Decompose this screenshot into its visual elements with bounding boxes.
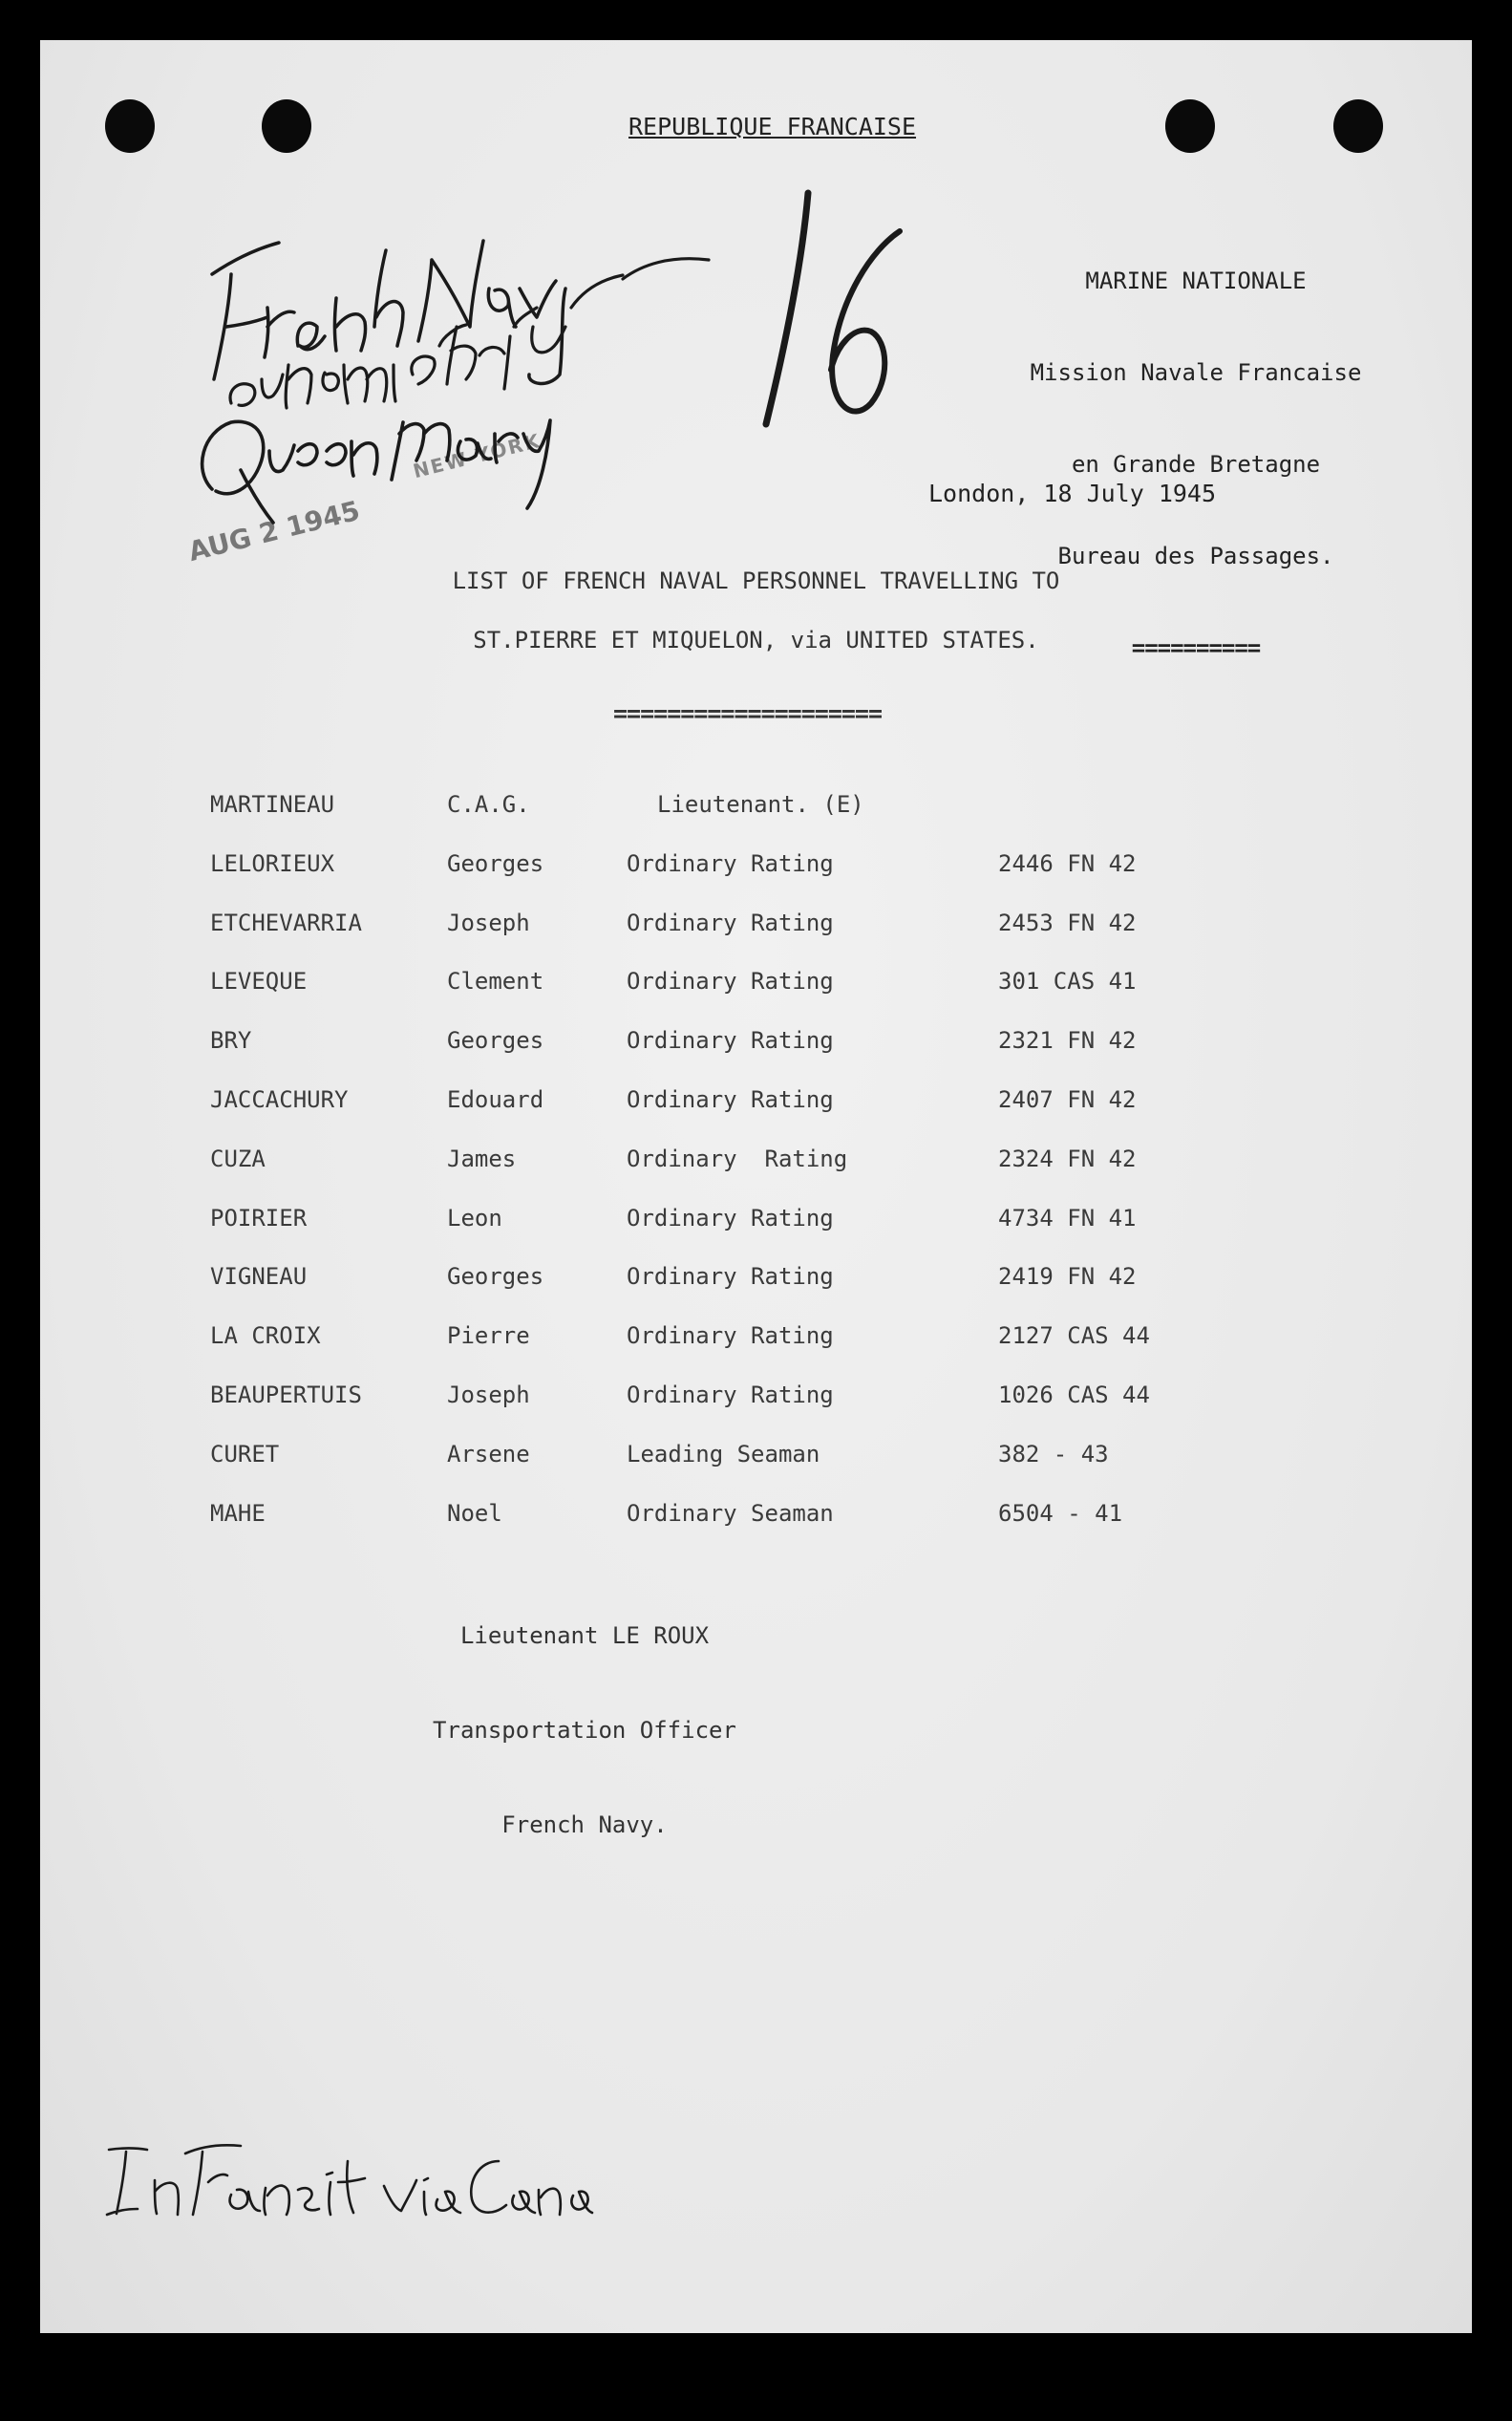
personnel-given-name: Arsene (447, 1440, 530, 1468)
personnel-service-number: 2407 FN 42 (998, 1086, 1137, 1113)
personnel-surname: LA CROIX (210, 1322, 321, 1350)
personnel-surname: ETCHEVARRIA (210, 909, 362, 936)
personnel-service-number: 382 - 43 (998, 1440, 1109, 1468)
document-page (40, 40, 1472, 2333)
list-title-line-2: ST.PIERRE ET MIQUELON, via UNITED STATES. (473, 627, 1039, 653)
personnel-surname: LEVEQUE (210, 968, 308, 996)
list-title-line-1: LIST OF FRENCH NAVAL PERSONNEL TRAVELLING TO (452, 568, 1060, 594)
personnel-row (40, 1441, 1472, 1479)
personnel-surname: MARTINEAU (210, 791, 335, 818)
personnel-given-name: Clement (447, 968, 544, 996)
personnel-surname: BRY (210, 1027, 252, 1055)
personnel-rank: Ordinary Rating (627, 1322, 834, 1350)
personnel-surname: LELORIEUX (210, 849, 335, 877)
personnel-service-number: 4734 FN 41 (998, 1204, 1137, 1232)
personnel-rank: Ordinary Rating (627, 1204, 834, 1232)
personnel-surname: MAHE (210, 1499, 266, 1527)
personnel-surname: JACCACHURY (210, 1086, 349, 1113)
personnel-rank: Ordinary Rating (627, 1086, 834, 1113)
personnel-row (40, 1500, 1472, 1538)
personnel-service-number: 301 CAS 41 (998, 968, 1137, 996)
signature-line-3: French Navy. (501, 1811, 668, 1838)
personnel-surname: POIRIER (210, 1204, 308, 1232)
personnel-given-name: Leon (447, 1204, 502, 1232)
personnel-rank: Leading Seaman (627, 1440, 820, 1468)
personnel-rank: Ordinary Rating (627, 1382, 834, 1408)
personnel-given-name: Georges (447, 849, 544, 877)
personnel-row (40, 1146, 1472, 1184)
signature-line-2: Transportation Officer (433, 1717, 736, 1744)
signature-line-1: Lieutenant LE ROUX (459, 1622, 710, 1649)
handwritten-note-label (174, 183, 188, 184)
personnel-rank: Ordinary Rating (627, 1145, 848, 1172)
personnel-given-name: Edouard (447, 1086, 544, 1113)
personnel-given-name: Georges (447, 1263, 544, 1291)
personnel-surname: VIGNEAU (210, 1263, 308, 1291)
personnel-row (40, 1086, 1472, 1125)
new-york-stamp: NEW YORK (411, 428, 543, 483)
personnel-row (40, 1322, 1472, 1360)
personnel-service-number: 2321 FN 42 (998, 1027, 1137, 1055)
handwritten-page-number (728, 174, 938, 451)
punch-hole-left-1 (105, 99, 155, 153)
personnel-service-number: 2446 FN 42 (998, 849, 1137, 877)
personnel-service-number: 2453 FN 42 (998, 909, 1137, 936)
personnel-given-name: Georges (447, 1027, 544, 1055)
personnel-given-name: Joseph (447, 1382, 530, 1408)
personnel-row (40, 1027, 1472, 1065)
mission-line-3: en Grande Bretagne (1071, 451, 1321, 478)
personnel-rank: Ordinary Rating (627, 909, 834, 936)
mission-rule: ========== (1131, 634, 1261, 661)
personnel-surname: CURET (210, 1440, 280, 1468)
date-line: London, 18 July 1945 (928, 480, 1217, 507)
punch-hole-right-1 (1165, 99, 1215, 153)
personnel-rank: Lieutenant. (E) (657, 791, 864, 818)
personnel-given-name: James (447, 1145, 517, 1172)
punch-hole-right-2 (1333, 99, 1383, 153)
title-rule: ==================== (613, 699, 883, 727)
personnel-given-name: C.A.G. (447, 791, 530, 818)
personnel-rank: Ordinary Rating (627, 1263, 834, 1291)
bottom-note-label (97, 2123, 108, 2124)
received-date-stamp: AUG 2 1945 (185, 494, 363, 568)
personnel-surname: CUZA (210, 1145, 266, 1172)
handwritten-ship-label (174, 422, 180, 423)
personnel-row (40, 910, 1472, 948)
personnel-service-number: 6504 - 41 (998, 1499, 1123, 1527)
personnel-given-name: Joseph (447, 909, 530, 936)
personnel-service-number: 2324 FN 42 (998, 1145, 1137, 1172)
personnel-service-number: 2127 CAS 44 (998, 1322, 1150, 1350)
republic-heading: REPUBLIQUE FRANCAISE (628, 113, 917, 140)
personnel-rank: Ordinary Seaman (627, 1499, 834, 1527)
handwritten-note-top (174, 183, 766, 537)
personnel-given-name: Noel (447, 1499, 502, 1527)
personnel-surname: BEAUPERTUIS (210, 1382, 362, 1408)
mission-line-2: Mission Navale Francaise (1030, 359, 1362, 386)
personnel-service-number: 1026 CAS 44 (998, 1382, 1150, 1408)
personnel-row (40, 1263, 1472, 1301)
page-number-label (728, 174, 729, 175)
mission-line-4: Bureau des Passages. (1057, 543, 1334, 569)
personnel-rank: Ordinary Rating (627, 968, 834, 996)
signature-block (40, 1557, 1472, 1904)
personnel-row (40, 968, 1472, 1006)
personnel-service-number: 2419 FN 42 (998, 1263, 1137, 1291)
punch-hole-left-2 (262, 99, 311, 153)
personnel-row (40, 850, 1472, 889)
handwritten-note-bottom (97, 2123, 594, 2228)
personnel-rank: Ordinary Rating (627, 1027, 834, 1055)
mission-line-1: MARINE NATIONALE (1085, 268, 1307, 294)
personnel-row (40, 791, 1472, 829)
personnel-row (40, 1382, 1472, 1420)
personnel-rank: Ordinary Rating (627, 849, 834, 877)
personnel-row (40, 1205, 1472, 1243)
personnel-given-name: Pierre (447, 1322, 530, 1350)
